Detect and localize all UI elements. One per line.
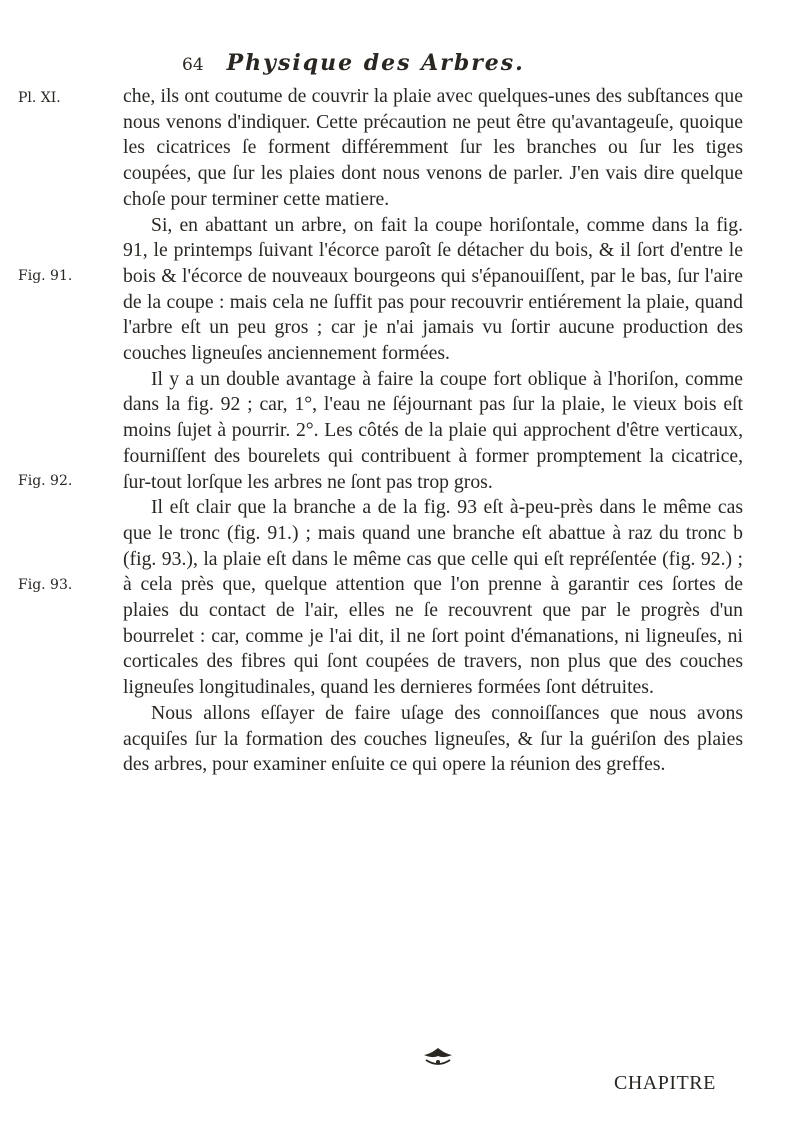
paragraph: Il y a un double avantage à faire la coupe fort oblique à l'horiſon, comme dans la fig. 92 ; car, 1°, l'eau ne ſéjournant pas ſur la plaie, le vieux bois eſt moins ſujet à pourrir. 2°. Les côtés de la plaie qui approchent d'être verticaux, fourniſſent des bourelets qui contribuent à former promptement la cicatrice, ſur-tout lorſque les arbres ne ſont pas trop gros. <box>123 367 743 493</box>
margin-note-fig-93: Fig. 93. <box>18 577 73 593</box>
margin-note-fig-91: Fig. 91. <box>18 268 73 284</box>
fleuron-ornament-icon <box>420 1046 456 1068</box>
margin-note-fig-92: Fig. 92. <box>18 473 73 489</box>
catchword: CHAPITRE <box>614 1072 716 1094</box>
paragraph: Il eſt clair que la branche a de la fig. 93 eſt à-peu-près dans le même cas que le tronc (fig. 91.) ; mais quand une branche eſt abattue à raz du tronc b (fig. 93.), la plaie eſt dans le même cas que celle qui eſt repréſentée (fig. 92.) ; à cela près que, quelque attention que l'on prenne à garantir ces ſortes de plaies du contact de l'air, elles ne ſe recouvrent que par le progrès d'un bourrelet : car, comme je l'ai dit, il ne ſort point d'émanations, ni ligneuſes, ni corticales des fibres qui ſont coupées de travers, non plus que des couches ligneuſes longitudinales, quand les dernieres formées ſont détruites. <box>123 496 743 699</box>
paragraph: che, ils ont coutume de couvrir la plaie avec quelques-unes des subſtances que nous venons d'indiquer. Cette précaution ne peut être qu'avantageuſe, quoique les cicatrices ſe forment différemment ſur les branches ou ſur les tiges coupées, que ſur les plaies dont nous venons de parler. J'en vais dire quelque choſe pour terminer cette matiere. <box>123 85 743 210</box>
paragraph: Nous allons eſſayer de faire uſage des connoiſſances que nous avons acquiſes ſur la formation des couches ligneuſes, & ſur la guériſon des plaies des arbres, pour examiner enſuite ce qui opere la réunion des greffes. <box>123 701 743 776</box>
page-title: Physique des Arbres. <box>226 50 525 76</box>
running-header <box>182 50 525 76</box>
paragraph: Si, en abattant un arbre, on fait la coupe horiſontale, comme dans la fig. 91, le printemps ſuivant l'écorce paroît ſe détacher du bois, & il ſort d'entre le bois & l'écorce de nouveaux bourgeons qui s'épanouiſſent, par le bas, ſur l'aire de la coupe : mais cela ne ſuffit pas pour recouvrir entiérement la plaie, quand l'arbre eſt un peu gros ; car je n'ai jamais vu ſortir aucune production des couches ligneuſes anciennement formées. <box>123 213 743 365</box>
body-text <box>123 84 743 778</box>
margin-note-plate: Pl. XI. <box>18 90 61 106</box>
page-number: 64 <box>182 55 204 75</box>
